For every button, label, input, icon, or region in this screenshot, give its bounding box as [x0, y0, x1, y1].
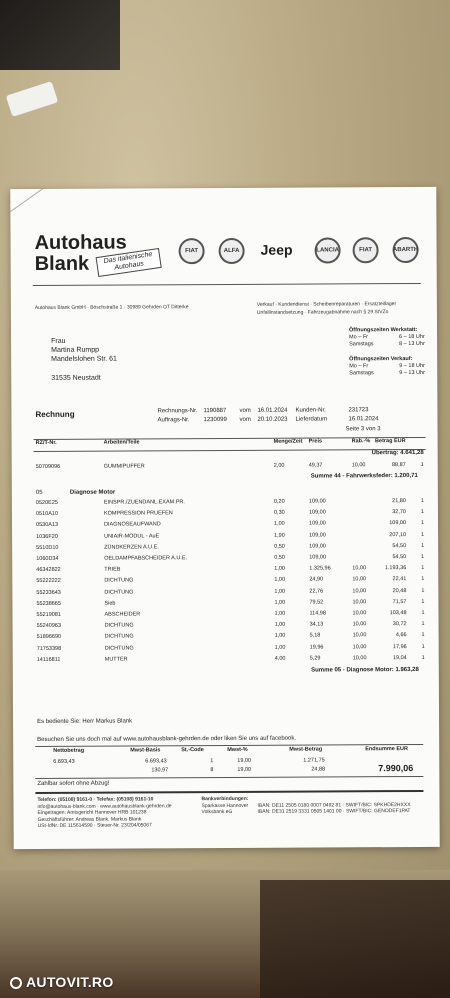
- row-x: 1: [421, 643, 425, 650]
- row-nr: 1060D34: [36, 555, 59, 562]
- row-rab: 10,00: [352, 599, 367, 606]
- totals-header-code: St.-Code: [181, 747, 204, 754]
- row-price: 49,37: [308, 462, 323, 469]
- row-desc: ZÜNDKERZEN A.U.E.: [104, 544, 159, 551]
- row-x: 1: [421, 621, 425, 628]
- row-desc: TRIEB: [104, 566, 121, 573]
- row-qty: 1,90: [274, 532, 285, 539]
- header-rule: [33, 283, 421, 286]
- totals-header-end: Endsumme EUR: [365, 746, 409, 753]
- workshop-day-2: Samstags: [349, 341, 374, 348]
- row-x: 1: [421, 553, 425, 560]
- row-price: 109,00: [309, 554, 327, 561]
- totals-header-vat-pct: Mwst-%: [227, 746, 248, 753]
- watermark: [10, 974, 114, 990]
- row-x: 1: [421, 632, 425, 639]
- row-rab: 10,00: [352, 655, 367, 662]
- row-desc: EINSPR./ZUENDANL.EXAM.PR.: [103, 499, 185, 506]
- row-amount: 109,00: [389, 520, 407, 527]
- company-name-line1: Autohaus: [34, 231, 127, 254]
- row-price: 34,13: [309, 621, 324, 628]
- row-amount: 30,72: [392, 621, 407, 628]
- order-number-label: Auftrags-Nr.: [157, 417, 190, 424]
- totals-header: [35, 746, 427, 758]
- row-rab: 10,00: [352, 576, 367, 583]
- totals-vat-amount-2: 24,88: [311, 766, 326, 773]
- workshop-day-1: Mo – Fr: [349, 334, 369, 341]
- footer-tax: USt-IdNr.:DE 115614590 · Steuer-Nr. 23/204/05067: [37, 822, 152, 829]
- table-row: [34, 576, 426, 588]
- row-nr: 55240963: [36, 623, 62, 630]
- row-amount: 20,48: [392, 587, 407, 594]
- row-nr: 1036F20: [36, 533, 58, 540]
- bank-title: Bankverbindungen:: [201, 795, 249, 803]
- row-amount: 17,96: [392, 643, 407, 650]
- table-header: [34, 437, 426, 452]
- invoice-number-label: Rechnungs-Nr.: [157, 408, 198, 415]
- sales-hours-title: Öffnungszeiten Verkauf:: [349, 356, 413, 363]
- row-desc: DIAGNOSEAUFWAND: [104, 521, 161, 529]
- row-amount: 19,04: [392, 654, 407, 661]
- recipient-city: 31535 Neustadt: [51, 374, 101, 382]
- service-note: Es bediente Sie: Herr Markus Blank: [37, 718, 133, 725]
- totals-vat-base-1: 6.693,43: [145, 758, 167, 765]
- row-qty: 0,50: [274, 554, 285, 561]
- totals-code-2: 8: [210, 767, 214, 774]
- sales-day-2: Samstags: [349, 370, 374, 377]
- lancia-logo-icon: LANCIA: [315, 237, 341, 263]
- invoice-date: 16.01.2024: [257, 407, 288, 414]
- services-line-2: Unfallinstandsetzung · Fahrzeugabnahme nach § 29 StVZo: [256, 309, 389, 316]
- totals-vat-pct-1: 19,00: [237, 757, 252, 764]
- row-qty: 1,00: [274, 565, 286, 572]
- footer-web: info@autohaus-blank.com · www.autohausblank-gehrden.de: [37, 802, 172, 810]
- recipient-name: Martina Rumpp: [51, 346, 99, 354]
- jeep-logo: Jeep: [260, 241, 293, 258]
- row-amount: 1.193,36: [384, 565, 407, 572]
- row-desc: DICHTUNG: [104, 622, 134, 629]
- totals-header-net: Nettobetrag: [53, 747, 85, 754]
- row-price: 79,52: [309, 599, 324, 606]
- row-amount: 103,48: [389, 610, 407, 617]
- sales-time-1: 9 – 18 Uhr: [399, 362, 425, 370]
- row-x: 1: [421, 598, 425, 605]
- row-amount: 54,50: [392, 554, 407, 561]
- footer-rule: [35, 790, 423, 794]
- row-nr: 55222222: [36, 578, 61, 585]
- row-price: 109,00: [308, 498, 326, 505]
- background-dark-corner: [0, 0, 120, 70]
- row-rab: 10,00: [352, 610, 367, 617]
- row-rab: 10,00: [352, 621, 367, 628]
- row-nr: 51896690: [36, 634, 62, 641]
- row-nr: 0530A13: [36, 522, 59, 529]
- customer-number: 231723: [348, 407, 369, 414]
- table-row: [35, 621, 427, 633]
- row-nr: 14116811: [36, 656, 61, 663]
- row-qty: 1,00: [274, 599, 286, 606]
- row-amount: 88,87: [391, 462, 406, 469]
- row-desc: DICHTUNG: [104, 589, 134, 596]
- row-flag: 1: [420, 461, 424, 468]
- row-x: 1: [421, 542, 425, 549]
- sales-time-2: 9 – 13 Uhr: [399, 369, 425, 377]
- header-amount: Betrag EUR: [375, 438, 406, 445]
- row-rab: 10,00: [352, 587, 367, 594]
- row-rab: 10,00: [352, 632, 367, 639]
- totals-code-1: 1: [210, 758, 214, 765]
- row-qty: 1,00: [274, 521, 285, 528]
- row-nr: 55219081: [36, 611, 62, 618]
- row-x: 1: [421, 609, 425, 616]
- invoice-number: 1190887: [203, 407, 227, 415]
- row-qty: 2,00: [273, 462, 285, 469]
- table-row: [35, 644, 427, 656]
- footer-managers: Geschäftsführer: Andreas Blank, Markus Blank: [37, 815, 142, 823]
- sender-line: Autohaus Blank GmbH · Böschstraße 1 · 30989 Gehrden OT Ditterke: [34, 304, 189, 311]
- table-row: [34, 565, 426, 577]
- workshop-hours-title: Öffnungszeiten Werkstatt:: [349, 326, 418, 334]
- group-title: Diagnose Motor: [69, 489, 116, 496]
- row-nr: 55233643: [36, 589, 61, 596]
- row-nr: 50709096: [35, 463, 61, 470]
- row-desc: DICHTUNG: [104, 633, 134, 641]
- row-qty: 1,00: [274, 644, 286, 651]
- delivery-date: 16.01.2024: [348, 416, 379, 423]
- header-desc: Arbeiten/Teile: [103, 439, 140, 446]
- recipient-address: [51, 337, 117, 383]
- row-amount: 207,10: [389, 531, 407, 538]
- header-rab: Rab.-%: [351, 438, 371, 445]
- bank1-iban: IBAN: DE11 2505 0180 0007 0492 81 · SWIFT/BIC: SPKHDE2HXXX: [257, 801, 411, 809]
- autovit-logo-icon: [10, 977, 22, 989]
- company-name-line2: Blank: [34, 252, 90, 275]
- order-number: 1230099: [203, 416, 227, 424]
- row-amount: 21,80: [392, 498, 406, 505]
- table-row: [34, 509, 426, 521]
- row-amount: 4,66: [395, 632, 407, 639]
- row-qty: 1,00: [274, 577, 286, 584]
- row-rab: 10,00: [351, 462, 366, 469]
- totals-vat-base-2: 130,97: [151, 767, 169, 774]
- subtotal-44: Summe 44 - Fahrwerksfeder: 1.200,71: [310, 472, 418, 480]
- table-row: [34, 462, 426, 474]
- row-qty: 1,00: [274, 588, 286, 595]
- row-qty: 1,00: [274, 610, 286, 617]
- background-shadow: [260, 880, 450, 998]
- background-white-strip: [6, 81, 58, 117]
- row-qty: 0,50: [274, 543, 285, 550]
- row-amount: 32,70: [392, 509, 406, 516]
- row-price: 109,00: [309, 543, 326, 550]
- invoice-title: Rechnung: [35, 409, 75, 419]
- payment-note: Zahlbar sofort ohne Abzug!: [37, 780, 110, 787]
- customer-number-label: Kunden-Nr.: [295, 407, 326, 414]
- opening-hours: [349, 326, 425, 377]
- header-nr: RZ/T-Nr.: [35, 439, 57, 446]
- row-x: 1: [421, 531, 425, 538]
- workshop-time-1: 6 – 18 Uhr: [399, 333, 425, 341]
- bank2-iban: IBAN: DE31 2519 3331 0505 1401 00 · SWIFT/BIC: GENODEF1PAT: [257, 808, 411, 815]
- row-nr: 0520E25: [35, 499, 58, 506]
- row-desc: DICHTUNG: [104, 645, 134, 652]
- invoice-document: [10, 187, 439, 849]
- row-x: 1: [420, 497, 424, 504]
- row-rab: 10,00: [352, 565, 367, 572]
- fiat-logo-icon: FIAT: [179, 238, 205, 264]
- table-row: [34, 532, 426, 544]
- row-price: 109,00: [309, 532, 326, 539]
- visit-note: Besuchen Sie uns doch mal auf www.autohausblank-gehrden.de oder liken Sie uns auf facebook.: [37, 735, 297, 743]
- row-nr: 55238665: [36, 600, 61, 607]
- watermark-text: AUTOVIT.RO: [26, 974, 114, 990]
- bank2-name: Volksbank eG: [201, 808, 233, 816]
- row-x: 1: [421, 576, 425, 583]
- header-qty: Menge/Zeit: [273, 438, 303, 445]
- row-amount: 22,41: [392, 576, 407, 583]
- table-row: [34, 588, 426, 600]
- page-indicator: Seite 3 von 3: [345, 426, 381, 433]
- row-x: 1: [420, 509, 424, 516]
- header-price: Preis: [308, 438, 323, 445]
- row-qty: 1,00: [274, 621, 286, 628]
- row-price: 5,18: [309, 632, 321, 639]
- row-desc: MUTTER: [104, 656, 128, 663]
- sales-day-1: Mo – Fr: [349, 363, 369, 370]
- order-date: 20.10.2023: [257, 416, 288, 423]
- totals-header-vat-amount: Mwst-Betrag: [289, 746, 323, 753]
- row-price: 22,76: [309, 588, 324, 595]
- table-row: [34, 554, 426, 566]
- table-row: [34, 498, 426, 510]
- row-desc: Sieb: [104, 600, 116, 607]
- group-number: 05: [35, 489, 43, 496]
- carry-over: Übertrag: 4.641,28: [371, 449, 424, 457]
- delivery-date-label: Lieferdatum: [295, 416, 328, 423]
- row-nr: 5510D10: [36, 544, 59, 551]
- recipient-street: Mandelslohen Str. 61: [51, 355, 117, 363]
- row-desc: UNIAIR-MODUL - AuE: [104, 532, 160, 540]
- order-date-label: vom: [239, 416, 251, 423]
- row-nr: 46342822: [36, 567, 61, 574]
- abarth-logo-icon: ABARTH: [393, 237, 419, 263]
- row-qty: 1,00: [274, 633, 286, 640]
- row-x: 1: [421, 587, 425, 594]
- row-x: 1: [420, 520, 425, 527]
- row-price: 24,90: [309, 576, 324, 583]
- row-price: 1.325,96: [309, 565, 331, 572]
- row-price: 5,29: [309, 655, 321, 662]
- bank1-name: Sparkasse Hannover: [201, 802, 249, 809]
- row-x: 1: [421, 565, 425, 572]
- row-price: 114,98: [309, 610, 326, 617]
- row-rab: 10,00: [352, 643, 367, 650]
- totals-vat-amount-1: 1.271,75: [303, 757, 325, 764]
- table-row: [34, 520, 426, 532]
- footer-contact: [37, 796, 171, 829]
- row-price: 19,96: [309, 644, 324, 651]
- row-amount: 54,50: [392, 542, 407, 549]
- paper-fold-line: [10, 187, 100, 212]
- services-line-1: Verkauf · Kundendienst · Scheibenreparaturen · Ersatzteillager: [256, 301, 397, 308]
- fiat-professional-logo-icon: FIAT: [353, 237, 379, 263]
- table-row: [34, 610, 426, 622]
- company-slogan: Das italienische Autohaus: [96, 248, 162, 277]
- row-amount: 71,57: [392, 598, 407, 605]
- table-row: [35, 655, 427, 667]
- table-row: [34, 599, 426, 611]
- row-desc: OELDAMPFABSCHEIDER A.U.E.: [104, 555, 188, 562]
- totals-net: 6.693,43: [53, 758, 75, 765]
- row-qty: 0,30: [273, 509, 285, 516]
- row-qty: 4,00: [274, 655, 286, 662]
- footer-phone: Telefon: (05108) 9161-0 · Telefax: (05108) 9161-10: [37, 796, 154, 803]
- row-desc: GUMMIPUFFER: [103, 463, 145, 470]
- row-nr: 0510A10: [35, 511, 59, 518]
- row-qty: 0,20: [273, 498, 285, 505]
- alfa-logo-icon: ALFA: [219, 238, 245, 264]
- row-price: 109,00: [309, 520, 326, 527]
- table-row: [35, 632, 427, 644]
- totals-header-vat-base: Mwst-Basis: [130, 747, 161, 754]
- footer-register: Eingetragen: Amtsgericht Hannover HRB 101238: [37, 809, 147, 816]
- recipient-salutation: Frau: [51, 337, 66, 345]
- subtotal-05: Summe 05 - Diagnose Motor: 1.963,28: [311, 666, 419, 674]
- table-row: [34, 543, 426, 555]
- row-price: 109,00: [308, 509, 326, 516]
- totals-vat-pct-2: 19,00: [237, 766, 252, 773]
- row-desc: ABSCHEIDER: [104, 611, 141, 618]
- workshop-time-2: 8 – 13 Uhr: [399, 340, 425, 348]
- row-nr: 71753398: [36, 645, 62, 652]
- footer-bank: [201, 795, 411, 816]
- row-desc: KOMPRESSION PRUEFEN: [103, 510, 173, 517]
- row-x: 1: [421, 654, 425, 661]
- end-sum: 7.990,06: [378, 763, 414, 774]
- invoice-date-label: vom: [239, 407, 251, 414]
- row-desc: DICHTUNG: [104, 577, 134, 585]
